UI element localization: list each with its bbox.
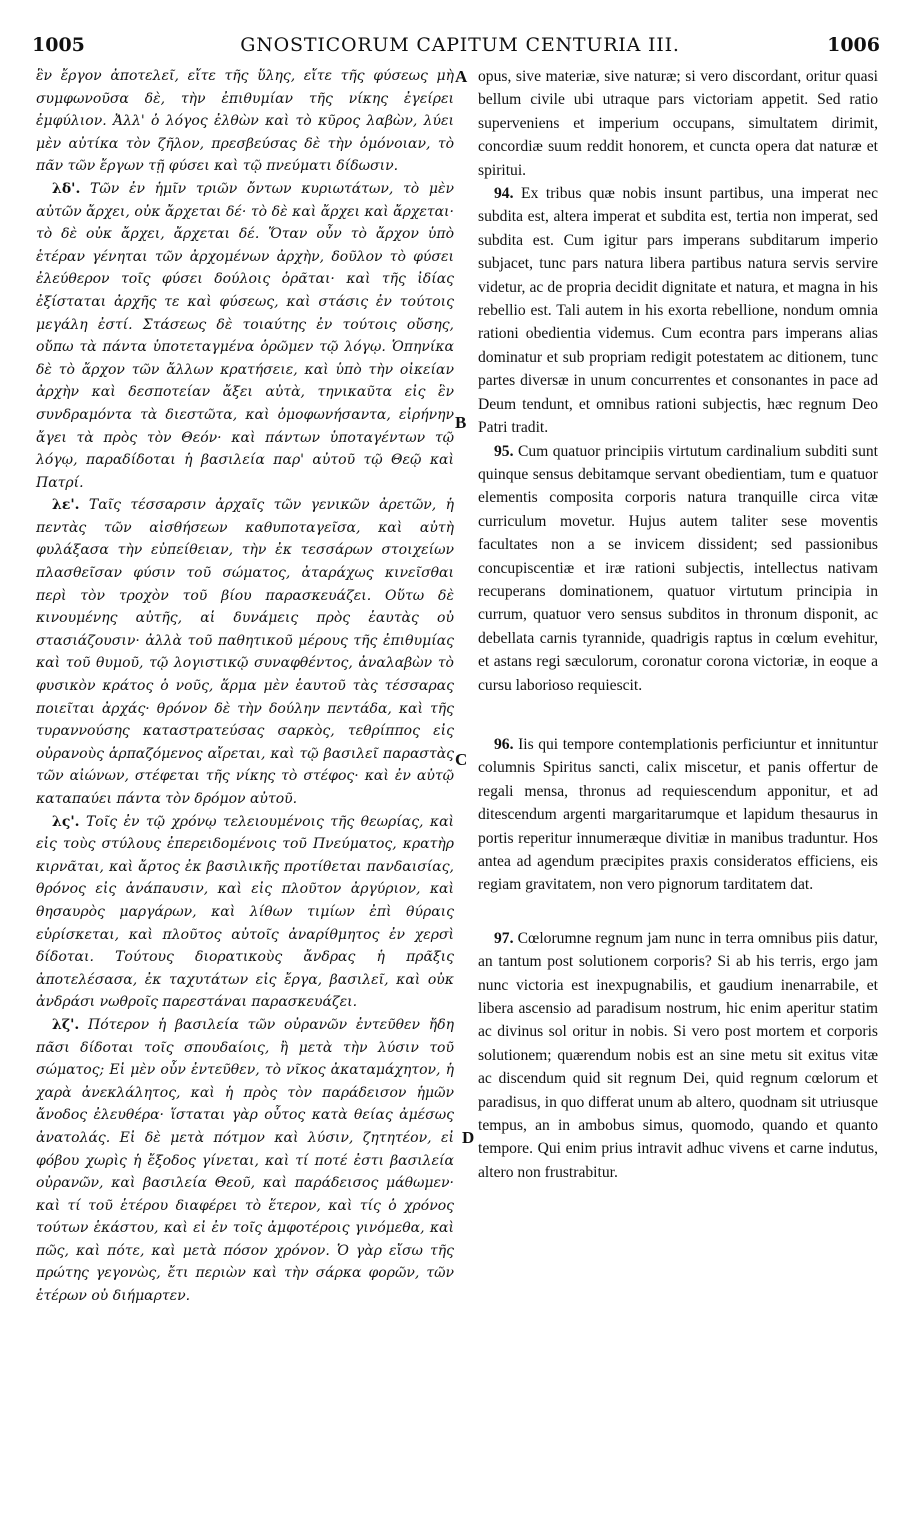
greek-section-text: Τοῖς ἐν τῷ χρόνῳ τελειουμένοις τῆς θεωρίας, καὶ εἰς τοὺς στύλους ἐπερειδομένοις τοῦ Πνεύματος, κρατὴρ κιρνᾶται, καὶ ἄρτος ἐκ βασιλικῆς προτίθεται πανδαισίας, θρόνος εἰς ἀνάπαυσιν, καὶ εἰς πλοῦτον ἀργύριον, καὶ θησαυρὸς μαργάρων, καὶ λίθων τιμίων ἐπὶ θύραις εὑρίσκεται, καὶ πλοῦτος αὐτοῖς ἀναρίθμητος ἐν χερσὶ δίδοται. Τούτους διορατικοὺς ἄνδρας ἡ πρᾶξις ἀποτελέσασα, ἐκ ταχυτάτων εἰς ἔργα, βασιλεῖ, καὶ οὐκ ἀνδράσι νωθροῖς παρεστάναι παρασκευάζει.: [36, 813, 455, 1011]
greek-column: [36, 65, 454, 1308]
latin-section-number: 95.: [494, 442, 514, 460]
latin-section-text: Cum quatuor principiis virtutum cardinalium subditi sunt quinque sensus debitamque servant obedientiam, tum e quatuor elementis composita corporis natura tranquille circa vitæ curriculum movetur. Hujus autem taliter sese moventis facultates non a se invicem dissident; sed passionibus concupiscentiæ et iræ rationi subjectis, intellectus nativam recuperans dominationem, quatuor virtutum principia in currum, quatuor vero sensus subditos in thronum disponit, ac debellata carnis tyrannide, quadrigis raptus in cœlum evehitur, et astans regi sæculorum, coronatur corona victoriæ, in eoque a cursu laborioso requiescit.: [478, 442, 879, 694]
page-number-left: 1005: [32, 34, 85, 56]
greek-section-text: Πότερον ἡ βασιλεία τῶν οὐρανῶν ἐντεῦθεν ἤδη πᾶσι δίδοται τοῖς σπουδαίοις, ἢ μετὰ τὴν λύσιν τοῦ σώματος; Εἰ μὲν οὖν ἐντεῦθεν, τὸ νῖκος ἀκαταμάχητον, ἡ χαρὰ ἀνεκλάλητος, καὶ ἡ πρὸς τὸν παράδεισον ἡμῶν ἄνοδος ἐλευθέρα· ἵσταται γὰρ οὗτος κατὰ θείας ἀμέσως ἀνατολάς. Εἰ δὲ μετὰ πότμον καὶ λύσιν, ζητητέον, εἰ φόβου χωρὶς ἡ ἔξοδος γίνεται, καὶ τί ποτέ ἐστι βασιλεία οὐρανῶν, καὶ βασιλεία Θεοῦ, καὶ παράδεισος μάθωμεν· καὶ τί τοῦ ἑτέρου διαφέρει τὸ ἕτερον, καὶ τίς ὁ χρόνος τούτων ἑκάστου, καὶ εἰ ἐν τοῖς ἀμφοτέροις γινόμεθα, καὶ πῶς, καὶ πότε, καὶ μετὰ πόσον χρόνον. Ὁ γὰρ εἴσω τῆς πρώτης γεγονὼς, ἔτι περιὼν καὶ τὴν σάρκα φορῶν, τῶν ἑτέρων οὐ διήμαρτεν.: [36, 1016, 455, 1305]
page-header: [0, 28, 920, 58]
latin-column: [478, 65, 878, 1184]
latin-section-number: 94.: [494, 185, 514, 203]
latin-intro: opus, sive materiæ, sive naturæ; si vero discordant, oritur quasi bellum civile ubi utraque pars victoriam appetit. Sed ratio superveniens et imperium occupans, simultatem dirimit, concordiæ suum reddit honorem, et cuncta opera dat naturæ et spiritui.: [478, 68, 878, 179]
greek-section-text: Τῶν ἐν ἡμῖν τριῶν ὄντων κυριωτάτων, τὸ μὲν αὐτῶν ἄρχει, οὐκ ἄρχεται δέ· τὸ δὲ καὶ ἄρχει καὶ ἄρχεται· τὸ δὲ οὐκ ἄρχει, ἄρχεται δέ. Ὅταν οὖν τὸ ἄρχον ὑπὸ ἑτέραν γένηται τῶν ἀρχομένων ἀρχὴν, δοῦλον τὸ φύσει ἐλεύθερον τοῖς φύσει δούλοις ὁρᾶται· καὶ τῆς ἰδίας ἐξίσταται ἀρχῆς τε καὶ φύσεως, καὶ στάσις ἐν τούτοις μεγάλη ἐστί. Στάσεως δὲ τοιαύτης ἐν τούτοις οὔσης, οὔπω τὰ πάντα ὑποτεταγμένα ὁρῶμεν τῷ λόγῳ. Ὁπηνίκα δὲ τὸ ἄρχον τῶν ἄλλων κρατήσειε, καὶ ὑπὸ τὴν οἰκείαν ἀρχὴν καὶ δεσποτείαν ἄξει αὐτὰ, τηνικαῦτα εἰς ἓν συνδραμόντα τὰ διεστῶτα, καὶ ὁμοφωνήσαντα, εἰρήνην ἄγει τὰ πρὸς τὸν Θεόν· καὶ πάντων ὑποταγέντων τῷ λόγῳ, παραδίδοται ἡ βασιλεία παρ' αὐτοῦ τῷ Θεῷ καὶ Πατρί.: [36, 180, 455, 491]
latin-section-text: Cœlorumne regnum jam nunc in terra omnibus piis datur, an tantum post solutionem corporis? Si ab his terris, ergo jam nunc victoria est inexpugnabilis, et gaudium inenarrabile, et libera ascensio ad paradisum nostrum, hic enim aperitur statim ac divinus sol oritur in nobis. Si vero post mortem et corporis solutionem; quærendum nobis est an sine metu sit exitus vitæ ac discendum quid sit regnum Dei, quid regnum cœlorum et paradisus, in quo differat unum ab altero, quodnam sit utriusque tempus, an in ambobus simus, quomodo, quando et quanto tempore. Qui enim prius intravit adhuc vivens et carne indutus, altero non frustrabitur.: [478, 929, 878, 1181]
margin-letter-b: B: [455, 413, 467, 432]
margin-letter-d: D: [462, 1128, 475, 1147]
greek-section-number: λζ'.: [52, 1016, 80, 1033]
running-title: GNOSTICORUM CAPITUM CENTURIA III.: [240, 34, 680, 56]
page-number-right: 1006: [827, 34, 880, 56]
greek-section-text: Ταῖς τέσσαρσιν ἀρχαῖς τῶν γενικῶν ἀρετῶν, ἡ πεντὰς τῶν αἰσθήσεων καθυποταγεῖσα, καὶ αὐτὴ φυλάξασα τὴν εὐπείθειαν, τὴν ἐκ τεσσάρων στοιχείων πλασθεῖσαν φύσιν τοῦ σώματος, ἀταράχως κινεῖσθαι περὶ τὸν τροχὸν τοῦ βίου παρασκευάζει. Οὕτω δὲ κινουμένης αὐτῆς, αἱ δυνάμεις πρὸς ἑαυτὰς οὐ στασιάζουσιν· ἀλλὰ τοῦ παθητικοῦ μέρους τῆς ἐπιθυμίας καὶ τοῦ θυμοῦ, τῷ λογιστικῷ συναφθέντος, ἀναλαβὼν τὸ φυσικὸν κράτος ὁ νοῦς, ἅρμα μὲν ἑαυτοῦ τὰς τέσσαρας ποιεῖται ἀρχάς· θρόνον δὲ τὴν δούλην πεντάδα, καὶ τῆς τυραννούσης καταστρατεύσας σαρκὸς, τεθρίππος εἰς οὐρανοὺς ἁρπαζόμενος αἴρεται, καὶ τῷ βασιλεῖ παραστὰς τῶν αἰώνων, στέφεται τῆς νίκης τὸ στέφος· καὶ ἐν αὐτῷ καταπαύει πάντα τὸν δρόμον αὐτοῦ.: [36, 497, 454, 807]
section-spacer: [478, 897, 878, 927]
greek-section-35: [36, 494, 454, 810]
greek-section-number: λδ'.: [52, 180, 81, 197]
greek-section-number: λς'.: [52, 813, 80, 830]
margin-letter-c: C: [455, 750, 468, 769]
greek-section-37: [36, 1014, 454, 1308]
greek-section-number: λε'.: [52, 497, 80, 514]
margin-letter-a: A: [455, 67, 468, 86]
latin-section-number: 97.: [494, 929, 514, 947]
greek-section-36: [36, 811, 454, 1014]
latin-section-97: [478, 927, 878, 1184]
latin-section-95: [478, 440, 878, 697]
latin-section-text: Iis qui tempore contemplationis perficiuntur et innituntur columnis Spiritus sancti, calix miscetur, et panis offertur de regali mensa, thronus ad requiescendum apponitur, et ad ditescendum argenti margaritarumque et lapidum thesaurus in portis reperitur innumeræque divitiæ in manibus traduntur. Hos antea ad agendum præcipites praxis consideratos efficiens, eis regiam gravitatem, non vero pignorum tarditatem dat.: [478, 735, 878, 894]
latin-section-94: [478, 182, 878, 439]
latin-section-96: [478, 733, 878, 897]
greek-intro: ἓν ἔργον ἀποτελεῖ, εἴτε τῆς ὕλης, εἴτε τῆς φύσεως μὴ συμφωνοῦσα δὲ, τὴν ἐπιθυμίαν τῆς νίκης ἐγείρει ἐμφύλιον. Ἀλλ' ὁ λόγος ἐλθὼν καὶ τὸ κῦρος λαβὼν, λύει μὲν αὐτίκα τὸν ζῆλον, πρεσβεύσας δὲ τὴν ὁμόνοιαν, τὸ πᾶν τῶν ἔργων τῇ φύσει καὶ τῷ πνεύματι δίδωσιν.: [36, 68, 454, 175]
latin-section-number: 96.: [494, 735, 514, 753]
section-spacer: [478, 697, 878, 733]
latin-section-text: Ex tribus quæ nobis insunt partibus, una imperat nec subdita est, altera imperat et subdita est, tertia non imperat, sed subdita est. Cum igitur pars imperans subditarum imperio subjacet, tunc pars natura libera partibus natura servis servire videtur, ac de propria decidit dignitate et natura, et magna in his rebellio est. Tali autem in his exorta rebellione, nondum omnia rationi obedientia videmus. Cum econtra pars imperans alias dominatur et sub propriam redigit potestatem ac ditionem, tunc partes diversæ in unum concurrentes et consonantes in pace ad Deum tendunt, et omnibus rationi subjectis, hæc regnum Deo Patri tradit.: [478, 185, 879, 437]
greek-section-34: [36, 178, 454, 494]
